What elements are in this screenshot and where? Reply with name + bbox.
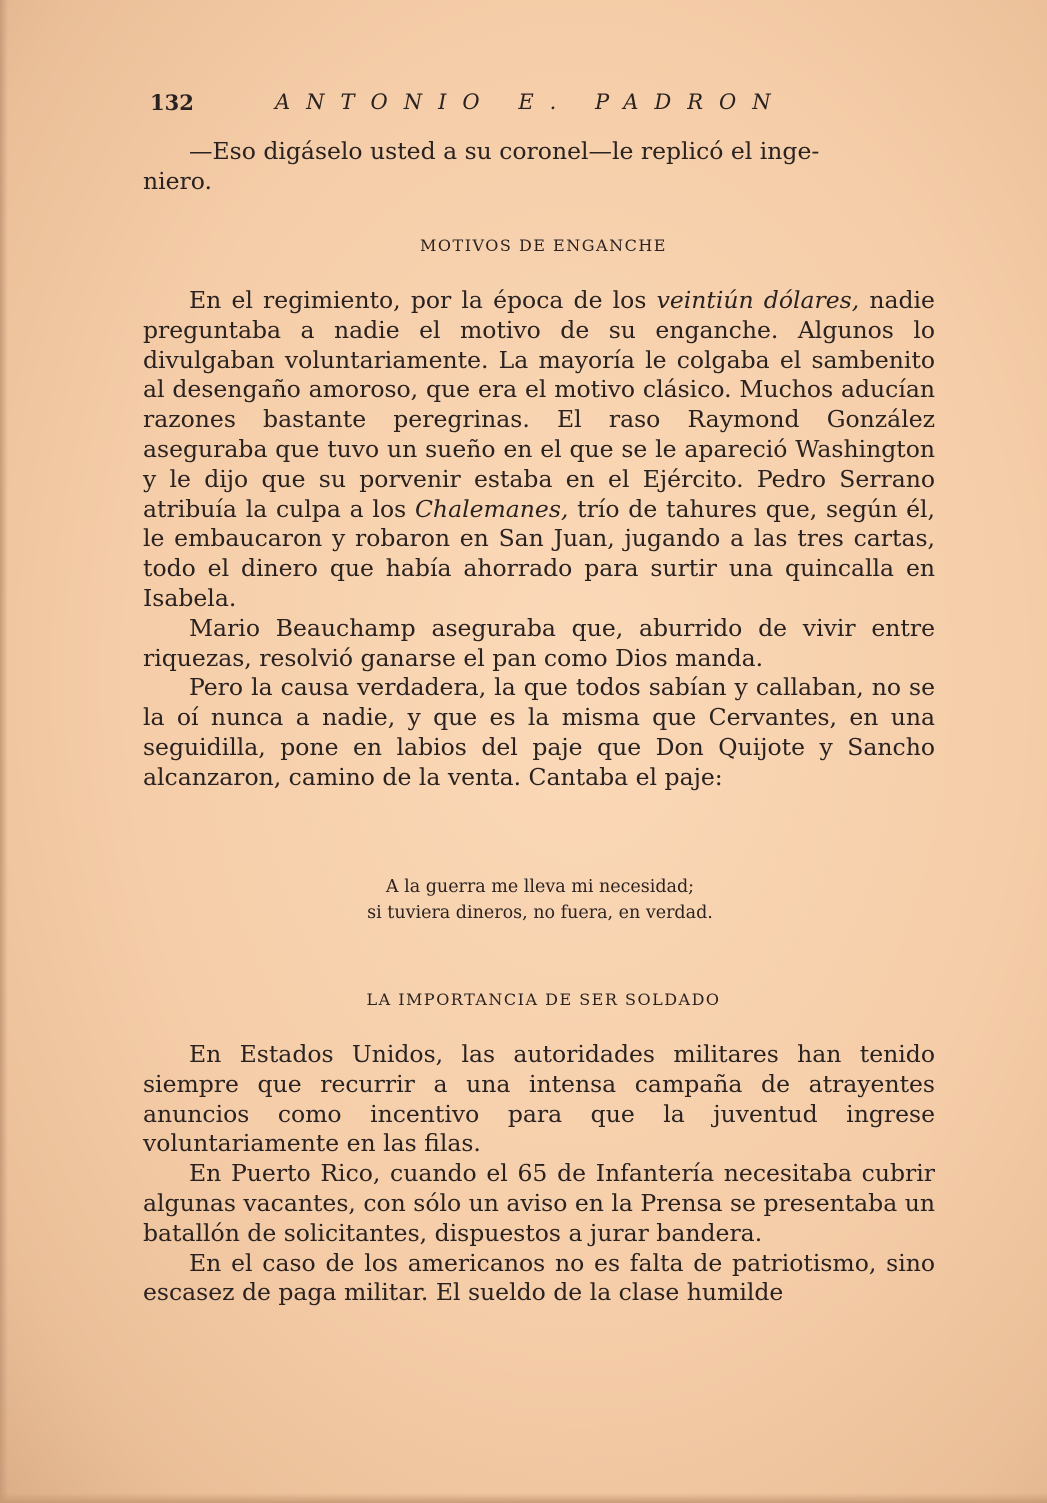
section-2-body	[143, 1040, 935, 1308]
running-head: ANTONIO E. PADRON	[275, 90, 787, 114]
paragraph-text: trío de tahures que, según él, le embaucaron y robaron en San Juan, jugando a las tres cartas, todo el dinero que había ahorrado para surtir una quincalla en Isabela.	[143, 494, 936, 612]
verse-quote	[300, 874, 780, 926]
paragraph: Mario Beauchamp aseguraba que, aburrido de vivir entre riquezas, resolvió ganarse el pan como Dios manda.	[143, 613, 935, 672]
paragraph-text: En el regimiento, por la época de los	[189, 286, 657, 314]
page-header	[150, 90, 930, 120]
opening-paragraph	[143, 137, 935, 197]
paragraph: En Puerto Rico, cuando el 65 de Infantería necesitaba cubrir algunas vacantes, con sólo un aviso en la Prensa se presentaba un batallón de solicitantes, dispuestos a jurar bandera.	[143, 1159, 935, 1247]
verse-line: A la guerra me lleva mi necesidad;	[385, 877, 695, 897]
page-edge-shadow	[0, 0, 8, 1503]
paragraph	[143, 286, 935, 614]
italic-phrase: veintiún dólares,	[656, 286, 860, 314]
opening-line-2: niero.	[143, 166, 212, 195]
paragraph: Pero la causa verdadera, la que todos sabían y callaban, no se la oí nunca a nadie, y que es la misma que Cervantes, en una seguidilla, pone en labios del paje que Don Quijote y Sancho alcanzaron, camino de la venta. Cantaba el paje:	[143, 673, 935, 791]
italic-phrase: Chalemanes,	[414, 494, 569, 523]
paragraph: En Estados Unidos, las autoridades militares han tenido siempre que recurrir a una intensa campaña de atrayentes anuncios como incentivo para que la juventud ingrese voluntariamente en las filas.	[143, 1040, 935, 1158]
paragraph: En el caso de los americanos no es falta de patriotismo, sino escasez de paga militar. El sueldo de la clase humilde	[143, 1248, 935, 1307]
page-bottom-shadow	[0, 1493, 1047, 1503]
verse-line: si tuviera dineros, no fuera, en verdad.	[367, 903, 713, 923]
section-1-body	[143, 286, 935, 793]
page-number: 132	[150, 90, 194, 115]
section-title: LA IMPORTANCIA DE SER SOLDADO	[366, 990, 721, 1009]
paragraph-text: nadie preguntaba a nadie el motivo de su enganche. Algunos lo divulgaban voluntariamente. La mayoría le colgaba el sambenito al desengaño amoroso, que era el motivo clásico. Muchos aducían razones bastante peregrinas. El raso Raymond González aseguraba que tuvo un sueño en el que se le apareció Washington y le dijo que su porvenir estaba en el Ejército. Pedro Serrano atribuía la culpa a los	[143, 286, 935, 523]
section-title: MOTIVOS DE ENGANCHE	[420, 236, 667, 255]
opening-line-1: —Eso digáselo usted a su coronel—le replicó el inge-	[189, 137, 820, 165]
